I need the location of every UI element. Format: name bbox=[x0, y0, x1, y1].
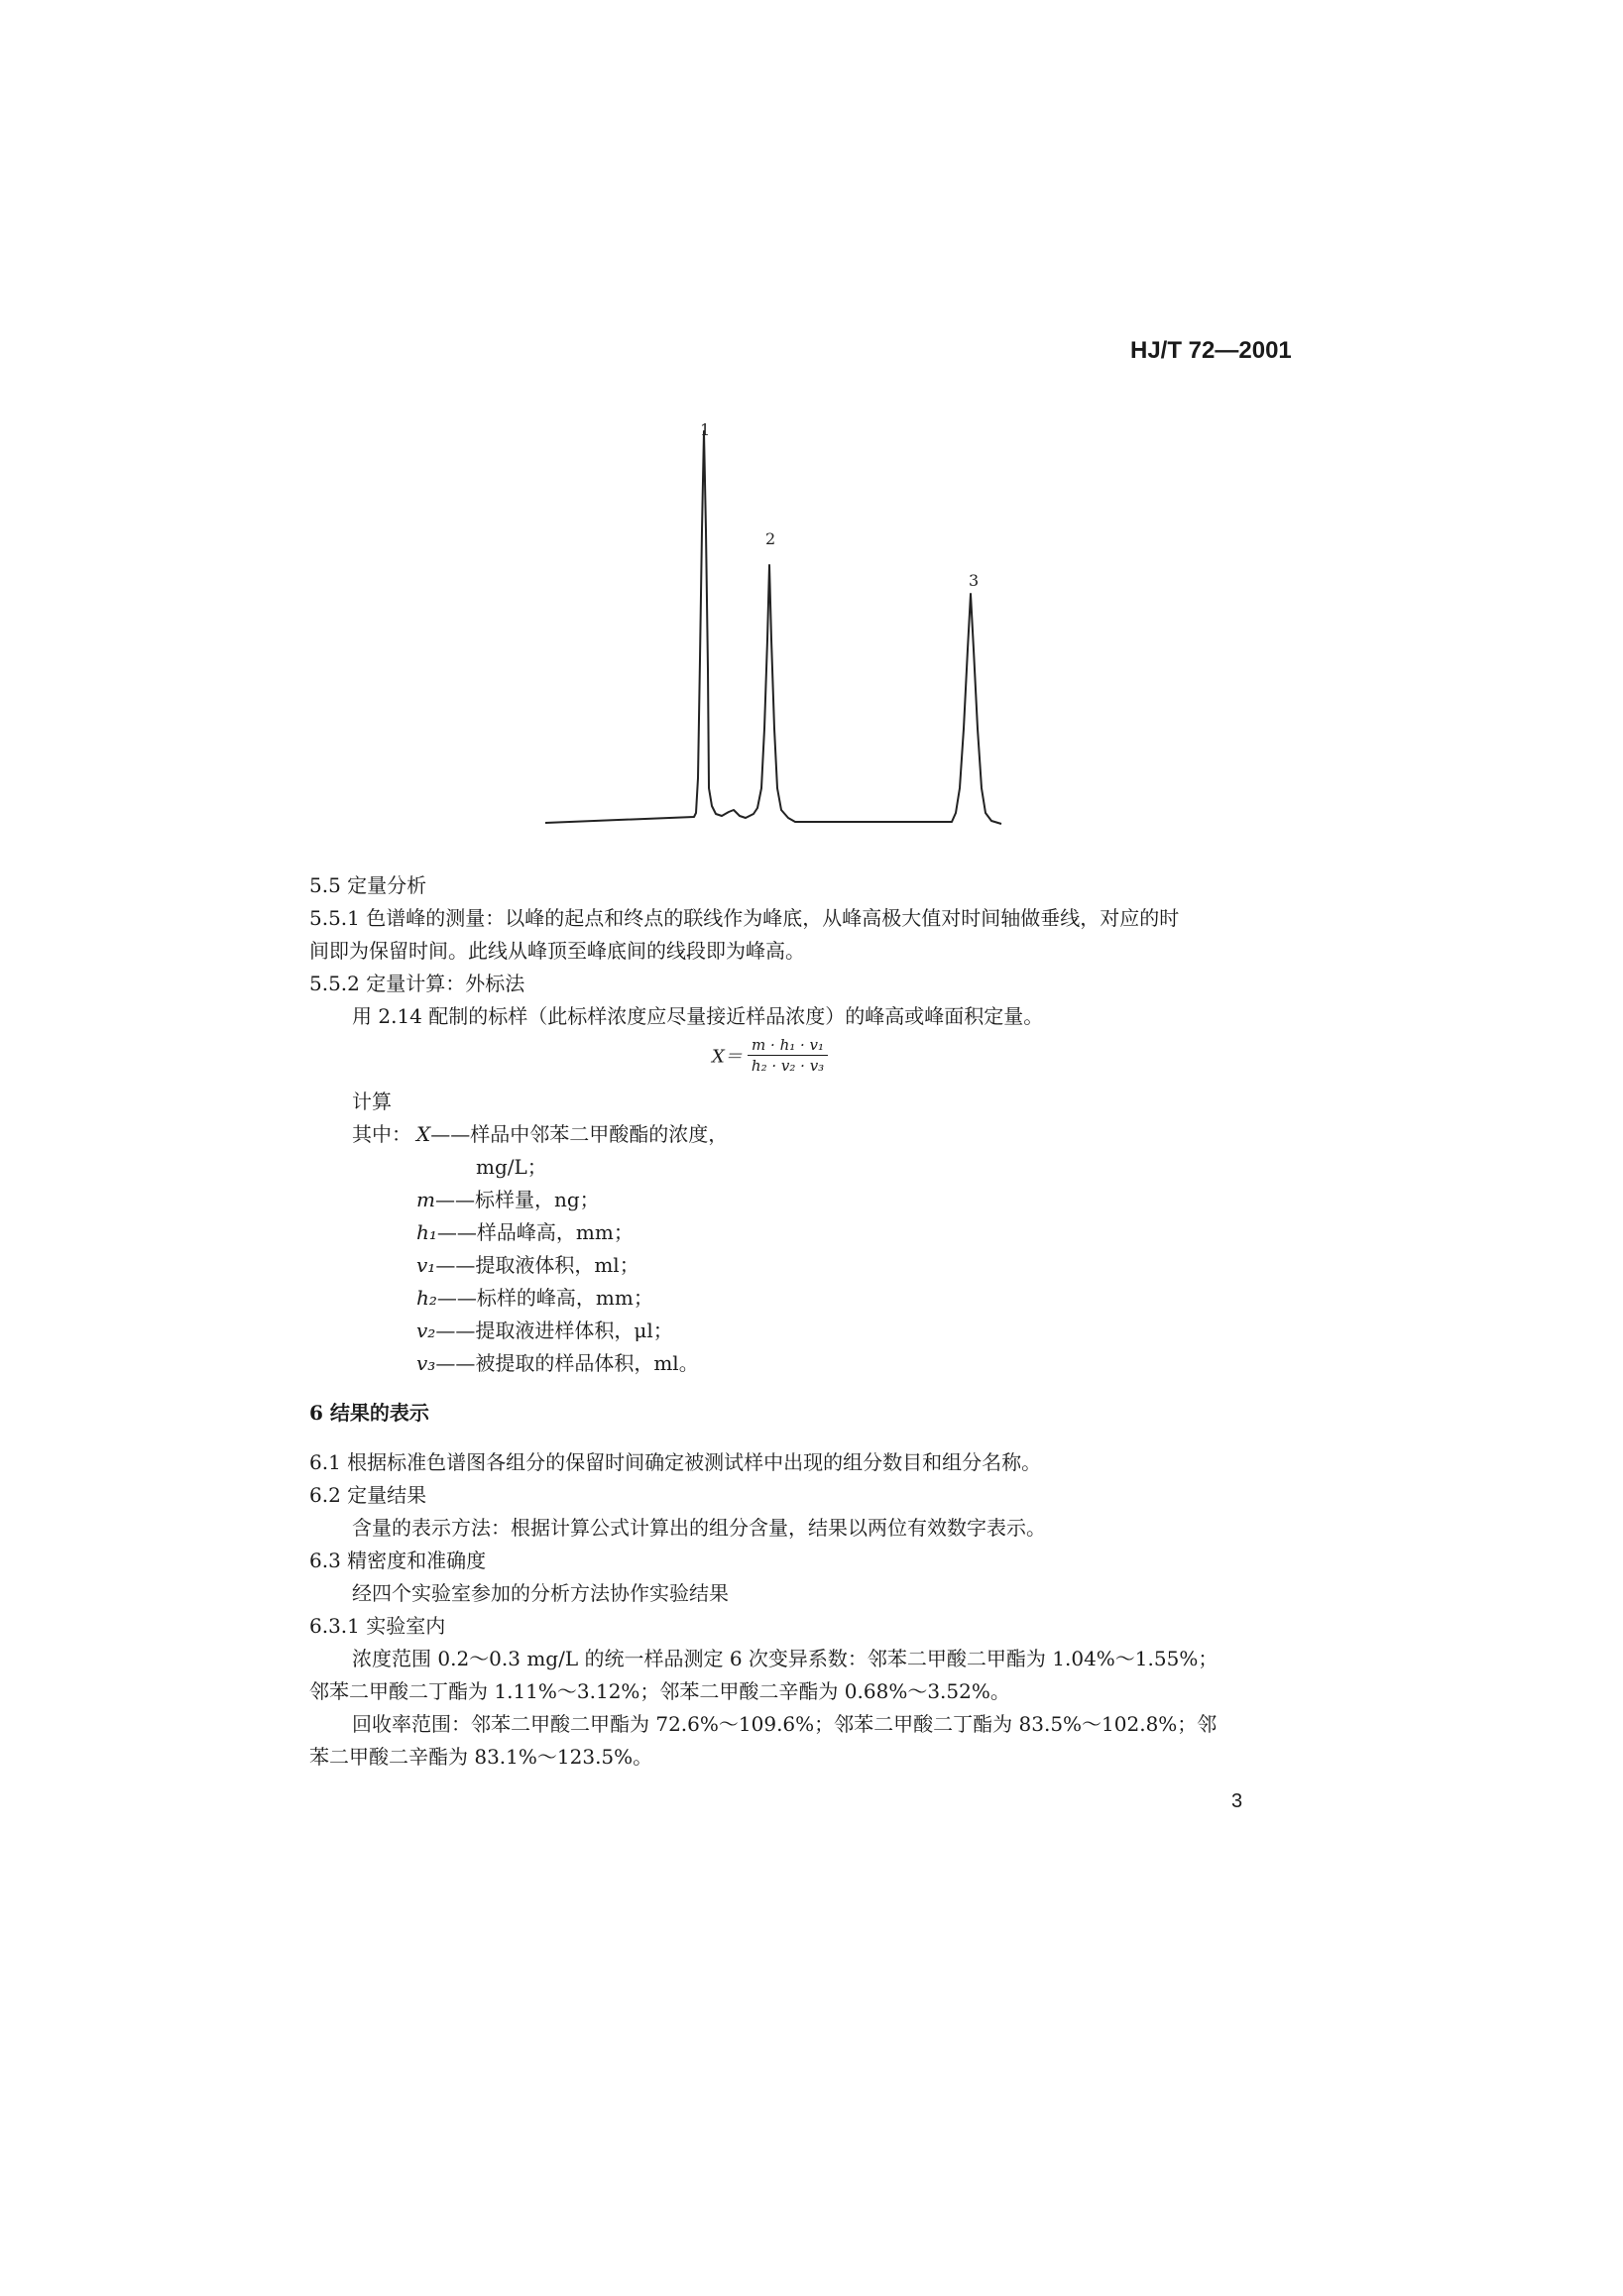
var-def-v3 bbox=[416, 1350, 699, 1376]
section-6-3-1-para-1-line-1: 浓度范围 0.2～0.3 mg/L 的统一样品测定 6 次变异系数：邻苯二甲酸二甲酯为 1.04%～1.55%； bbox=[352, 1647, 1218, 1670]
where-label: 其中： bbox=[352, 1122, 411, 1146]
section-6-3-title: 6.3 精密度和准确度 bbox=[309, 1549, 487, 1572]
section-5-5-2-text: 用 2.14 配制的标样（此标样浓度应尽量接近样品浓度）的峰高或峰面积定量。 bbox=[352, 1004, 1044, 1028]
var-desc: ——提取液体积，ml； bbox=[435, 1253, 639, 1277]
section-6-3-1-title: 6.3.1 实验室内 bbox=[309, 1614, 446, 1638]
chromatogram-figure bbox=[535, 411, 1071, 838]
var-def-v1 bbox=[416, 1252, 639, 1278]
section-5-5-1-line-2: 间即为保留时间。此线从峰顶至峰底间的线段即为峰高。 bbox=[309, 939, 805, 963]
formula bbox=[712, 1035, 828, 1076]
var-def-h1 bbox=[416, 1219, 634, 1245]
section-5-5-2-title: 5.5.2 定量计算：外标法 bbox=[309, 972, 525, 995]
var-symbol: v₁ bbox=[416, 1253, 436, 1277]
var-def-v2 bbox=[416, 1318, 673, 1343]
var-desc: ——标样量，ng； bbox=[434, 1188, 600, 1211]
var-symbol: h₁ bbox=[416, 1220, 437, 1244]
formula-lhs: X＝ bbox=[712, 1046, 743, 1068]
section-6-2-title: 6.2 定量结果 bbox=[309, 1483, 427, 1507]
section-6-3-1-para-1-line-2: 邻苯二甲酸二丁酯为 1.11%～3.12%；邻苯二甲酸二辛酯为 0.68%～3.52%。 bbox=[309, 1679, 1010, 1703]
chromatogram-trace bbox=[545, 431, 1001, 824]
section-6-3-text: 经四个实验室参加的分析方法协作实验结果 bbox=[352, 1581, 729, 1605]
var-desc: ——被提取的样品体积，ml。 bbox=[435, 1351, 699, 1375]
var-symbol: m bbox=[416, 1188, 435, 1211]
section-5-5-title: 5.5 定量分析 bbox=[309, 873, 427, 897]
var-desc: ——标样的峰高，mm； bbox=[436, 1286, 653, 1310]
section-6-3-1-para-2-line-2: 苯二甲酸二辛酯为 83.1%～123.5%。 bbox=[309, 1745, 653, 1769]
var-def-m bbox=[416, 1187, 600, 1212]
var-def-x-unit bbox=[476, 1154, 547, 1180]
var-symbol: X bbox=[416, 1122, 431, 1146]
section-6-3-1-para-2-line-1: 回收率范围：邻苯二甲酸二甲酯为 72.6%～109.6%；邻苯二甲酸二丁酯为 83.5%～102.8%；邻 bbox=[352, 1712, 1217, 1736]
var-def-x bbox=[416, 1121, 728, 1147]
var-desc: ——样品中邻苯二甲酸酯的浓度， bbox=[430, 1122, 729, 1146]
section-5-5-1-line-1: 5.5.1 色谱峰的测量：以峰的起点和终点的联线作为峰底，从峰高极大值对时间轴做垂线，对应的时 bbox=[309, 906, 1180, 930]
standard-code: HJ/T 72—2001 bbox=[1130, 337, 1292, 364]
formula-fraction bbox=[748, 1035, 828, 1076]
formula-denominator: h₂ · v₂ · v₃ bbox=[751, 1057, 825, 1075]
section-6-title: 6 结果的表示 bbox=[309, 1401, 429, 1425]
var-symbol: h₂ bbox=[416, 1286, 437, 1310]
section-6-1: 6.1 根据标准色谱图各组分的保留时间确定被测试样中出现的组分数目和组分名称。 bbox=[309, 1450, 1042, 1474]
var-def-h2 bbox=[416, 1285, 653, 1311]
calc-label: 计算 bbox=[352, 1090, 392, 1113]
peak-label-3: 3 bbox=[969, 571, 980, 590]
formula-numerator: m · h₁ · v₁ bbox=[748, 1035, 828, 1056]
var-symbol: v₂ bbox=[416, 1319, 436, 1342]
section-6-2-text: 含量的表示方法：根据计算公式计算出的组分含量，结果以两位有效数字表示。 bbox=[352, 1516, 1046, 1540]
var-desc: ——提取液进样体积，μl； bbox=[435, 1319, 673, 1342]
var-desc: ——样品峰高，mm； bbox=[436, 1220, 634, 1244]
peak-label-1: 1 bbox=[700, 420, 711, 439]
peak-label-2: 2 bbox=[765, 529, 776, 548]
var-symbol: v₃ bbox=[416, 1351, 436, 1375]
page-number: 3 bbox=[1231, 1790, 1243, 1812]
var-desc: mg/L； bbox=[476, 1155, 547, 1179]
